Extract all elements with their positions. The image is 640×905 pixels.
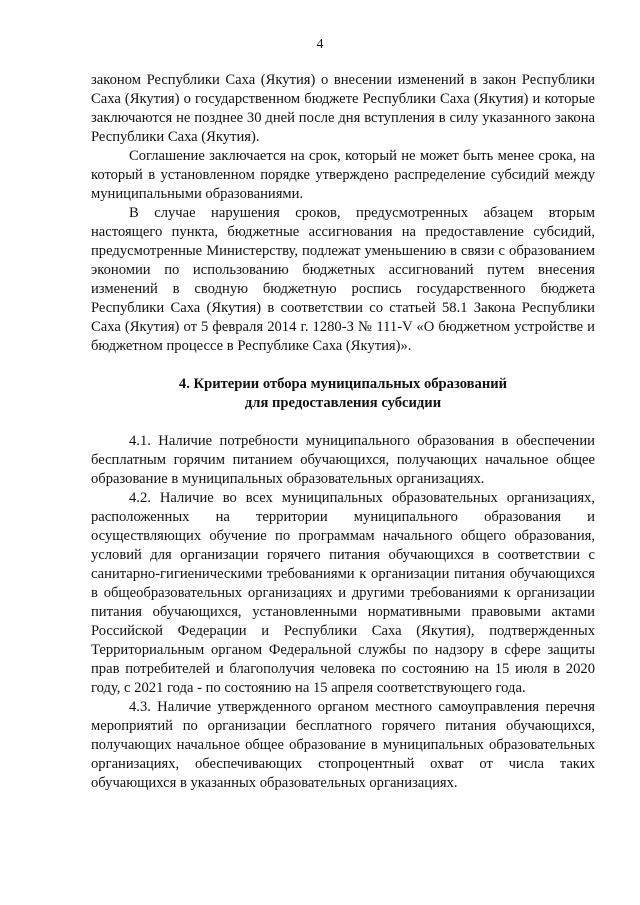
paragraph-agreement-term: Соглашение заключается на срок, который не может быть менее срока, на который в установленном порядке утверждено распределение субсидий между муниципальными образованиями. (91, 148, 595, 202)
section-heading-line-1: 4. Критерии отбора муниципальных образований (178, 376, 508, 392)
paragraph-deadline-violation: В случае нарушения сроков, предусмотренных абзацем вторым настоящего пункта, бюджетные ассигнования на предоставление субсидий, предусмотренные Министерству, подлежат уменьшению в связи с образованием экономии по использованию бюджетных ассигнований путем внесения изменений в сводную бюджетную роспись государственного бюджета Республики Саха (Якутия) в соответствии со статьей 58.1 Закона Республики Саха (Якутия) от 5 февраля 2014 г. 1280-З № 111-V «О бюджетном устройстве и бюджетном процессе в Республике Саха (Якутия)». (91, 205, 595, 354)
paragraph-criterion-4-2: 4.2. Наличие во всех муниципальных образовательных организациях, расположенных на территории муниципального образования и осуществляющих обучение по программам начального общего образования, условий для организации горячего питания обучающихся в соответствии с санитарно-гигиеническими требованиями к организации питания обучающихся в общеобразовательных организациях и другими требованиями к организации питания обучающихся, установленными нормативными правовыми актами Российской Федерации и Республики Саха (Якутия), подтвержденных Территориальным органом Федеральной службы по надзору в сфере защиты прав потребителей и благополучия человека по состоянию на 15 июля в 2020 году, с 2021 года - по состоянию на 15 апреля соответствующего года. (91, 490, 595, 696)
paragraph-budget-law-continuation: законом Республики Саха (Якутия) о внесении изменений в закон Республики Саха (Якутия) о государственном бюджете Республики Саха (Якутия) и которые заключаются не позднее 30 дней после дня вступления в силу указанного закона Республики Саха (Якутия). (91, 72, 595, 145)
document-body (91, 71, 595, 793)
section-heading (91, 375, 595, 413)
paragraph-criterion-4-3: 4.3. Наличие утвержденного органом местного самоуправления перечня мероприятий по организации бесплатного горячего питания обучающихся, получающих начальное общее образование в муниципальных образовательных организациях, обеспечивающих стопроцентный охват от числа таких обучающихся в указанных образовательных организациях. (91, 699, 595, 791)
page-number: 4 (316, 37, 324, 52)
paragraph-criterion-4-1: 4.1. Наличие потребности муниципального образования в обеспечении бесплатным горячим питанием обучающихся, получающих начальное общее образование в муниципальных образовательных организациях. (91, 433, 595, 487)
section-heading-line-2: для предоставления субсидии (244, 395, 442, 411)
